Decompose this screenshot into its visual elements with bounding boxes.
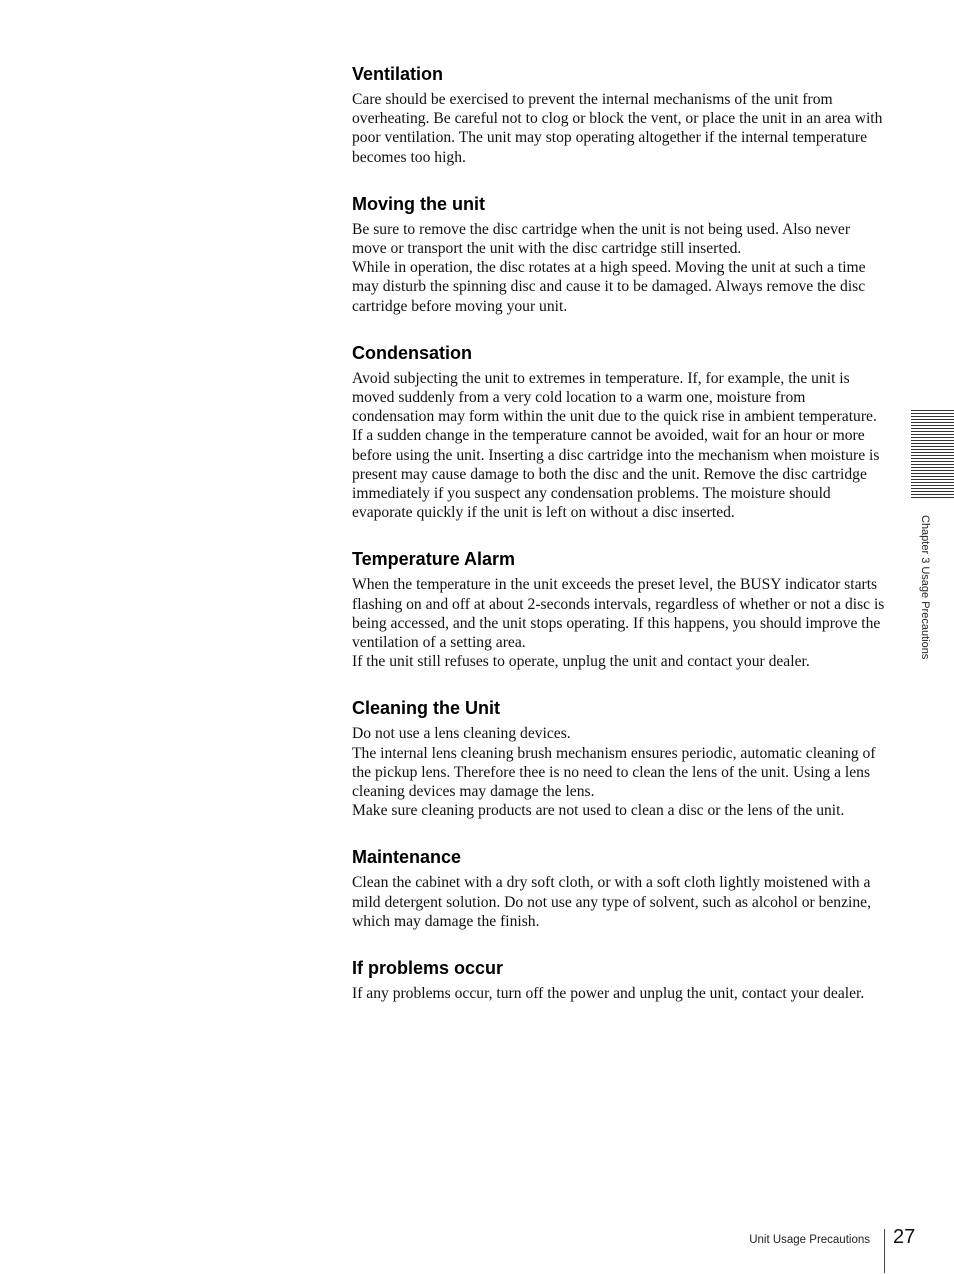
section-maintenance (352, 845, 888, 931)
main-content (352, 62, 888, 1028)
chapter-tab-label (919, 515, 931, 675)
section-paragraph: Clean the cabinet with a dry soft cloth, or with a soft cloth lightly moistened with a mild detergent solution. Do not use any type of solvent, such as alcohol or benzine, which may damage the finish. (352, 874, 871, 930)
footer-divider (884, 1229, 885, 1273)
section-paragraph: Make sure cleaning products are not used to clean a disc or the lens of the unit. (352, 802, 845, 820)
section-heading: Ventilation (352, 64, 444, 84)
section-temperature-alarm (352, 547, 888, 671)
section-paragraph: The internal lens cleaning brush mechanism ensures periodic, automatic cleaning of the pickup lens. Therefore thee is no need to clean the lens of the unit. Using a lens cleaning devices may damage the lens. (352, 744, 876, 801)
chapter-tab-bars (911, 410, 954, 500)
section-paragraph: If any problems occur, turn off the power and unplug the unit, contact your dealer. (352, 985, 865, 1003)
section-paragraph: While in operation, the disc rotates at a high speed. Moving the unit at such a time may disturb the spinning disc and cause it to be damaged. Always remove the disc cartridge before moving your unit. (352, 259, 866, 315)
page-number: 27 (893, 1226, 916, 1248)
section-paragraph: If the unit still refuses to operate, unplug the unit and contact your dealer. (352, 653, 810, 671)
section-cleaning-the-unit (352, 696, 888, 820)
section-paragraph: Care should be exercised to prevent the internal mechanisms of the unit from overheating. Be careful not to clog or block the vent, or place the unit in an area with poor ventilation. The unit may stop operating altogether if the internal temperature becomes too high. (352, 91, 883, 166)
section-heading: Condensation (352, 342, 472, 363)
section-moving-the-unit (352, 192, 888, 316)
section-heading: Moving the unit (352, 193, 485, 214)
section-paragraph: Do not use a lens cleaning devices. (352, 725, 571, 743)
section-paragraph: When the temperature in the unit exceeds the preset level, the BUSY indicator starts flashing on and off at about 2-seconds intervals, regardless of whether or not a disc is being accessed, and the unit stops operating. If this happens, you should improve the ventilation of a setting area. (352, 576, 885, 652)
section-paragraph: Avoid subjecting the unit to extremes in temperature. If, for example, the unit is moved suddenly from a very cold location to a warm one, moisture from condensation may form within the unit due to the quick rise in ambient temperature. If a sudden change in the temperature cannot be avoided, wait for an hour or more before using the unit. Inserting a disc cartridge into the mechanism when moisture is present may cause damage to both the disc and the unit. Remove the disc cartridge immediately if you suspect any condensation problems. The moisture should evaporate quickly if the unit is left on without a disc inserted. (352, 369, 880, 522)
section-heading: Maintenance (352, 847, 462, 868)
section-heading: If problems occur (352, 958, 504, 979)
section-paragraph: Be sure to remove the disc cartridge when the unit is not being used. Also never move or transport the unit with the disc cartridge still inserted. (352, 220, 851, 258)
footer-section-title: Unit Usage Precautions (749, 1234, 870, 1246)
section-ventilation (352, 62, 888, 167)
section-heading: Cleaning the Unit (352, 698, 500, 719)
section-condensation (352, 341, 888, 523)
section-if-problems-occur (352, 956, 888, 1003)
chapter-tab-text: Chapter 3 Usage Precautions (919, 515, 931, 660)
section-heading: Temperature Alarm (352, 549, 516, 570)
